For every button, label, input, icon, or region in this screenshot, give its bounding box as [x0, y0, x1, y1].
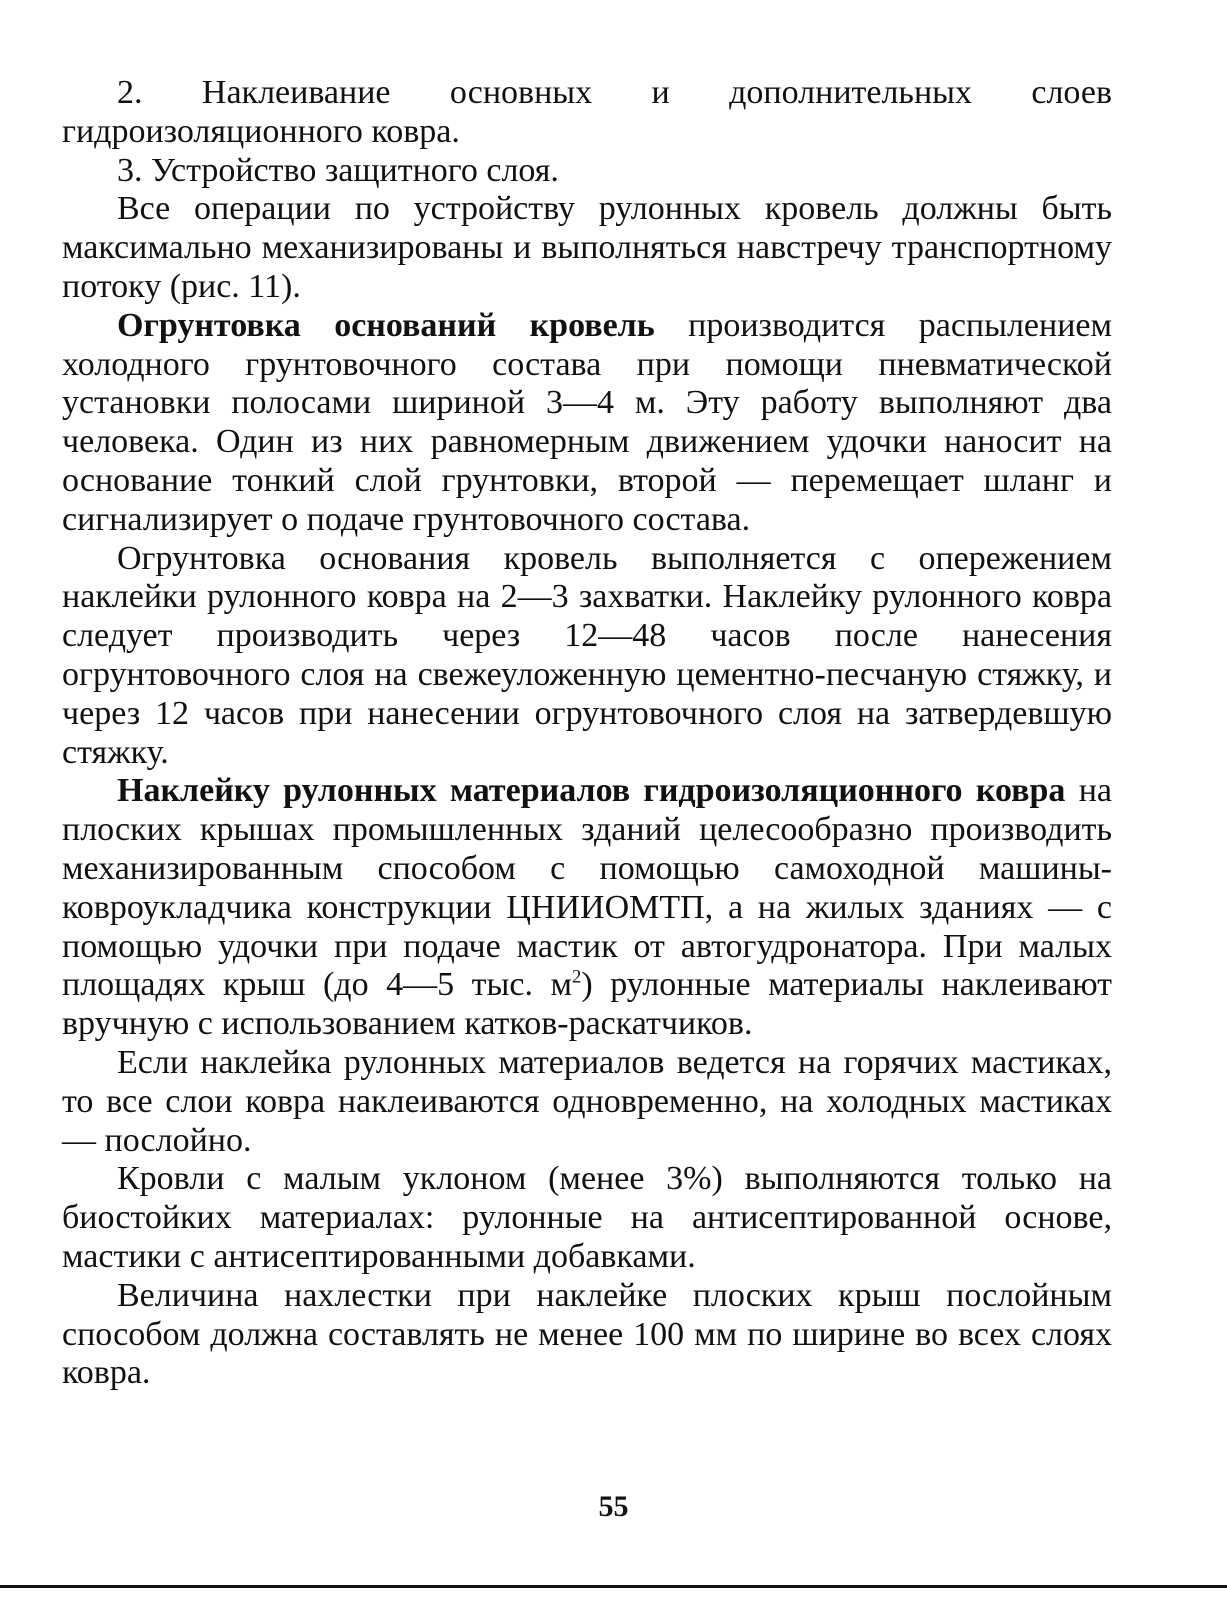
bottom-edge-line — [0, 1585, 1227, 1588]
paragraph-gluing: Наклейку рулонных материалов гидроизоляционного ковра на плоских крышах промышленных зданий целесообразно производить механизированным способом с помощью самоходной машины-ковроукладчика конструкции ЦНИИОМТП, а на жилых зданиях — с помощью удочки при подаче мастик от автогудронатора. При малых площадях крыш (до 4—5 тыс. $м^2$) рулонные материалы наклеивают вручную с использованием катков-раскатчиков. — [62, 772, 1113, 1043]
paragraph-step-2: 2. Наклеивание основных и дополнительных слоев гидроизоляционного ковра. — [62, 74, 1112, 150]
superscript-2: 2 — [572, 967, 582, 988]
paragraph-priming: Огрунтовка оснований кровель производится распылением холодного грунтовочного состава при помощи пневматической установки полосами шириной 3—4 м. Эту работу выполняют два человека. Один из них равномерным движением удочки наносит на основание тонкий слой грунтовки, второй — перемещает шланг и сигнализирует о подаче грунтовочного состава. — [62, 306, 1112, 538]
paragraph-operations: Все операции по устройству рулонных кровель должны быть максимально механизированы и выполняться навстречу транспортному потоку (рис. 11). — [62, 190, 1112, 305]
paragraph-step-3: 3. Устройство защитного слоя. — [117, 151, 559, 189]
paragraph-low-slope: Кровли с малым уклоном (менее 3%) выполняются только на биостойких материалах: рулонные на антисептированной основе, мастики с антисептированными добавками. — [62, 1160, 1112, 1275]
paragraph-priming-timing: Огрунтовка основания кровель выполняется с опережением наклейки рулонного ковра на 2—3 захватки. Наклейку рулонного ковра следует производить через 12—48 часов после нанесения огрунтовочного слоя на свежеуложенную цементно-песчаную стяжку, и через 12 часов при нанесении огрунтовочного слоя на затвердевшую стяжку. — [62, 539, 1112, 771]
gluing-heading: Наклейку рулонных материалов гидроизоляционного ковра — [117, 772, 1066, 810]
paragraph-hot-mastics: Если наклейка рулонных материалов ведется на горячих мастиках, то все слои ковра наклеиваются одновременно, на холодных мастиках — послойно. — [62, 1043, 1112, 1159]
page-number: 55 — [598, 1490, 629, 1523]
paragraph-overlap: Величина нахлестки при наклейке плоских крыш послойным способом должна составлять не менее 100 мм по ширине во всех слоях ковра. — [62, 1276, 1112, 1392]
priming-heading: Огрунтовка оснований кровель — [117, 306, 655, 344]
body-text — [62, 74, 1112, 1393]
